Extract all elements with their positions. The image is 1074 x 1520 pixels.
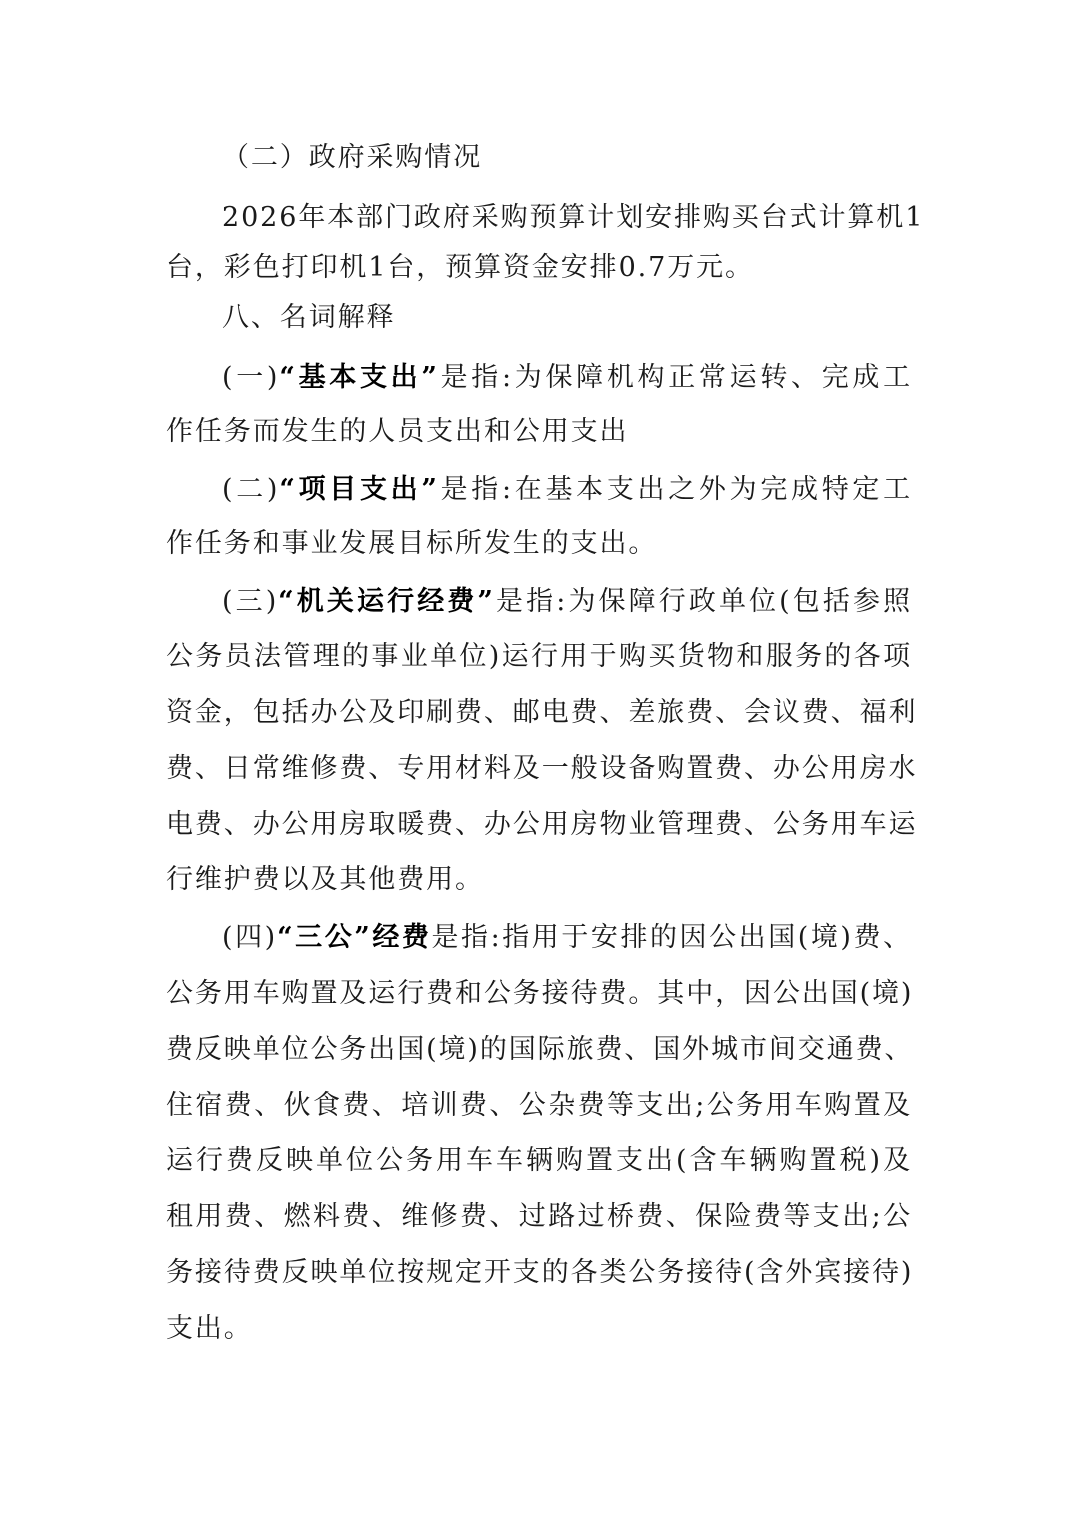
term-4-line-4: 住宿费、伙食费、培训费、公杂费等支出;公务用车购置及 xyxy=(166,1090,912,1121)
term-4-line-3: 费反映单位公务出国(境)的国际旅费、国外城市间交通费、 xyxy=(166,1034,914,1065)
term-1-first-line xyxy=(222,350,912,406)
term-3-prefix: (三) xyxy=(222,586,279,617)
term-4-line-2: 公务用车购置及运行费和公务接待费。其中，因公出国(境) xyxy=(166,978,914,1009)
chapter-heading-glossary: 八、名词解释 xyxy=(222,302,396,333)
section-heading-procurement: （二）政府采购情况 xyxy=(222,142,483,173)
term-4-line-6: 租用费、燃料费、维修费、过路过桥费、保险费等支出;公 xyxy=(166,1201,912,1232)
term-2-definition-start: 是指:在基本支出之外为完成特定工 xyxy=(438,474,912,505)
term-4-line-5: 运行费反映单位公务用车车辆购置支出(含车辆购置税)及 xyxy=(166,1145,912,1176)
term-3-first-line xyxy=(222,574,912,630)
term-4-name: “三公”经费 xyxy=(277,922,432,953)
term-3-name: “机关运行经费” xyxy=(278,586,495,617)
procurement-line-1: 2026年本部门政府采购预算计划安排购买台式计算机1 xyxy=(222,202,925,233)
term-3-line-4: 费、日常维修费、专用材料及一般设备购置费、办公用房水 xyxy=(166,753,918,784)
term-2-name: “项目支出” xyxy=(279,474,439,505)
term-4-first-line xyxy=(222,910,912,966)
term-4-line-8: 支出。 xyxy=(166,1313,253,1344)
term-3-line-6: 行维护费以及其他费用。 xyxy=(166,864,484,895)
term-2-line-2: 作任务和事业发展目标所发生的支出。 xyxy=(166,528,658,559)
term-2-prefix: (二) xyxy=(222,474,280,505)
procurement-line-2: 台，彩色打印机1台，预算资金安排0.7万元。 xyxy=(166,252,754,283)
term-1-prefix: (一) xyxy=(222,362,280,393)
term-3-line-3: 资金，包括办公及印刷费、邮电费、差旅费、会议费、福利 xyxy=(166,697,918,728)
term-1-definition-start: 是指:为保障机构正常运转、完成工 xyxy=(438,362,912,393)
term-3-line-2: 公务员法管理的事业单位)运行用于购买货物和服务的各项 xyxy=(166,641,912,672)
term-2-first-line xyxy=(222,462,912,518)
term-4-line-7: 务接待费反映单位按规定开支的各类公务接待(含外宾接待) xyxy=(166,1257,914,1288)
term-4-definition-start: 是指:指用于安排的因公出国(境)费、 xyxy=(431,922,912,953)
term-3-line-5: 电费、办公用房取暖费、办公用房物业管理费、公务用车运 xyxy=(166,809,918,840)
term-1-line-2: 作任务而发生的人员支出和公用支出 xyxy=(166,416,629,447)
term-1-name: “基本支出” xyxy=(279,362,439,393)
term-3-definition-start: 是指:为保障行政单位(包括参照 xyxy=(494,586,912,617)
term-4-prefix: (四) xyxy=(222,922,278,953)
